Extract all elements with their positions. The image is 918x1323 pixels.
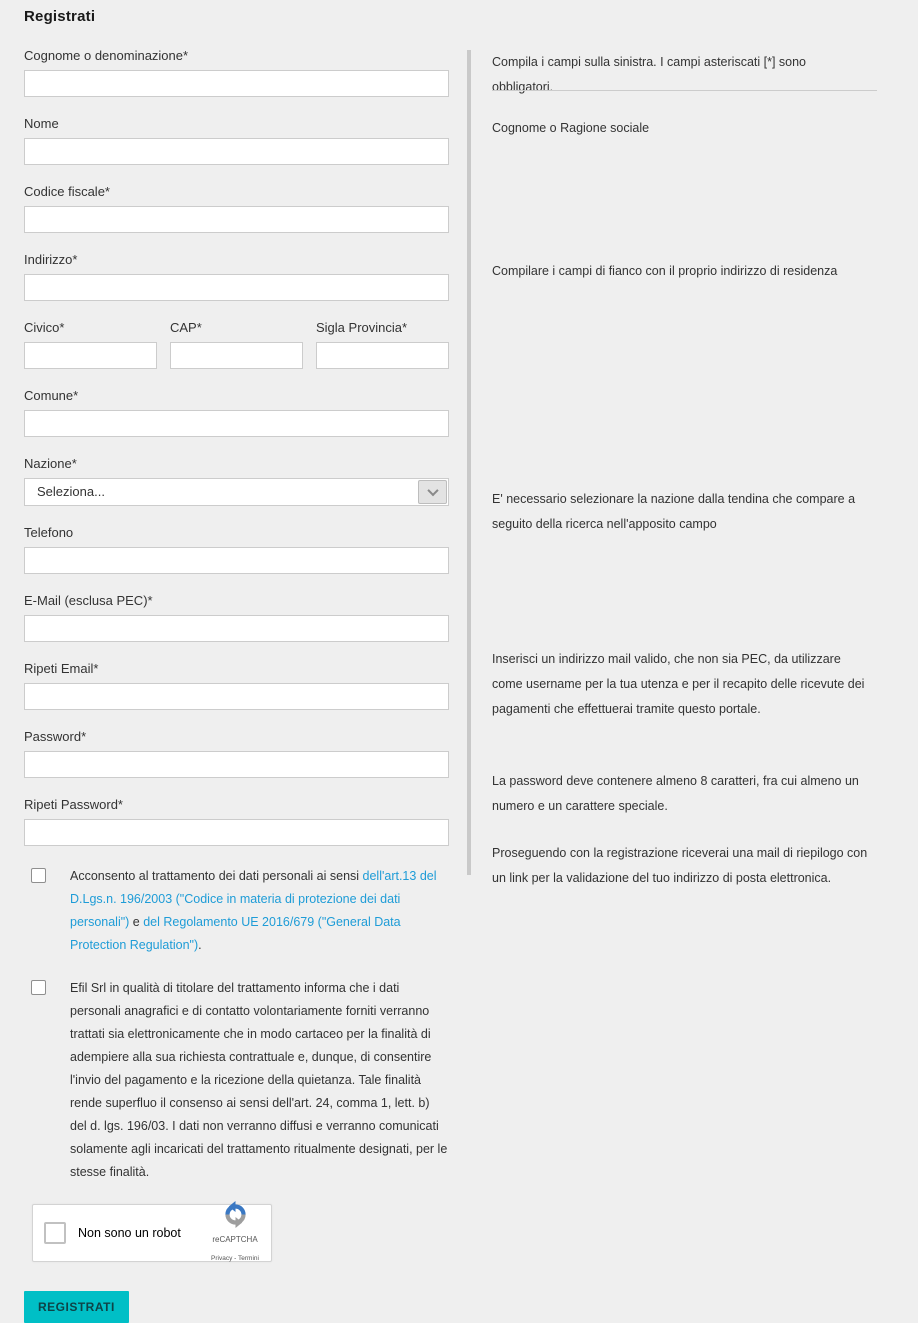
help-nazione: E' necessario selezionare la nazione dalla tendina che compare a seguito della ricerca nell'apposito campo <box>492 492 856 531</box>
codice-fiscale-label: Codice fiscale* <box>24 184 110 199</box>
cap-input[interactable] <box>170 342 303 369</box>
recaptcha-links <box>211 1255 259 1262</box>
recaptcha-privacy-link[interactable]: Privacy <box>211 1255 233 1262</box>
consent-row-treatment <box>31 977 449 1184</box>
telefono-input[interactable] <box>24 547 449 574</box>
comune-input[interactable] <box>24 410 449 437</box>
help-cognome: Cognome o Ragione sociale <box>492 121 650 135</box>
gdpr-link[interactable]: del Regolamento UE 2016/679 ("General Data Protection Regulation") <box>70 915 401 952</box>
field-ripeti-email <box>24 661 449 710</box>
nazione-selected-value: Seleziona... <box>37 484 105 499</box>
help-intro: Compila i campi sulla sinistra. I campi asteriscati [*] sono obbligatori. <box>492 55 807 94</box>
help-password: La password deve contenere almeno 8 caratteri, fra cui almeno un numero e un carattere speciale. <box>492 774 859 813</box>
address-detail-row <box>24 320 449 388</box>
consent-text-segment: Acconsento al trattamento dei dati personali ai sensi <box>70 869 363 883</box>
recaptcha-label: Non sono un robot <box>78 1226 181 1240</box>
help-divider <box>492 90 877 91</box>
codice-fiscale-input[interactable] <box>24 206 449 233</box>
field-civico <box>24 320 157 369</box>
chevron-down-icon <box>418 480 447 504</box>
email-label: E-Mail (esclusa PEC)* <box>24 593 153 608</box>
privacy-consent-text <box>70 865 449 957</box>
field-ripeti-password <box>24 797 449 846</box>
recaptcha-brand-text: reCAPTCHA <box>212 1235 258 1244</box>
telefono-label: Telefono <box>24 525 74 540</box>
field-codice-fiscale <box>24 184 449 233</box>
treatment-consent-text: Efil Srl in qualità di titolare del trattamento informa che i dati personali anagrafici e di contatto volontariamente forniti verranno trattati sia elettronicamente che in modo cartaceo per la finalità di adempiere alla sua richiesta contrattuale e, dunque, di consentire l'invio del pagamento e la ricezione della quietanza. Tale finalità rende superfluo il consenso ai sensi dell'art. 24, comma 1, lett. b) del d. lgs. 196/03. I dati non verranno diffusi e verranno comunicati solamente agli incaricati del trattamento ritualmente designati, per le stesse finalità. <box>70 981 448 1179</box>
indirizzo-input[interactable] <box>24 274 449 301</box>
consent-text-segment: . <box>198 938 202 952</box>
indirizzo-label: Indirizzo* <box>24 252 78 267</box>
field-comune <box>24 388 449 437</box>
field-email <box>24 593 449 642</box>
field-cognome <box>24 48 449 97</box>
field-telefono <box>24 525 449 574</box>
help-email: Inserisci un indirizzo mail valido, che non sia PEC, da utilizzare come username per la tua utenza e per il recapito delle ricevute dei pagamenti che effettuerai tramite questo portale. <box>492 652 865 716</box>
ripeti-email-label: Ripeti Email* <box>24 661 99 676</box>
field-nome <box>24 116 449 165</box>
field-password <box>24 729 449 778</box>
recaptcha-widget <box>32 1204 272 1262</box>
recaptcha-links-separator: - <box>232 1255 239 1262</box>
comune-label: Comune* <box>24 388 79 403</box>
privacy-consent-checkbox[interactable] <box>31 868 46 883</box>
recaptcha-checkbox[interactable] <box>44 1222 66 1244</box>
nome-input[interactable] <box>24 138 449 165</box>
password-label: Password* <box>24 729 87 744</box>
consent-text-segment: e <box>129 915 144 929</box>
registration-form <box>24 48 449 1323</box>
field-sigla-provincia <box>316 320 449 369</box>
consent-row-privacy <box>31 865 449 957</box>
recaptcha-logo-icon <box>222 1201 249 1228</box>
ripeti-password-label: Ripeti Password* <box>24 797 123 812</box>
password-input[interactable] <box>24 751 449 778</box>
civico-input[interactable] <box>24 342 157 369</box>
recaptcha-terms-link[interactable]: Termini <box>238 1255 259 1262</box>
field-indirizzo <box>24 252 449 301</box>
sigla-provincia-label: Sigla Provincia* <box>316 320 408 335</box>
cap-label: CAP* <box>170 320 202 335</box>
field-cap <box>170 320 303 369</box>
help-validazione: Proseguendo con la registrazione riceverai una mail di riepilogo con un link per la validazione del tuo indirizzo di posta elettronica. <box>492 846 868 885</box>
email-input[interactable] <box>24 615 449 642</box>
field-nazione <box>24 456 449 506</box>
sigla-provincia-input[interactable] <box>316 342 449 369</box>
help-indirizzo: Compilare i campi di fianco con il proprio indirizzo di residenza <box>492 264 838 278</box>
registrati-button[interactable]: REGISTRATI <box>24 1291 129 1323</box>
nazione-label: Nazione* <box>24 456 77 471</box>
cognome-label: Cognome o denominazione* <box>24 48 189 63</box>
nazione-select[interactable] <box>24 478 449 506</box>
nome-label: Nome <box>24 116 59 131</box>
ripeti-email-input[interactable] <box>24 683 449 710</box>
recaptcha-branding <box>207 1201 263 1265</box>
cognome-input[interactable] <box>24 70 449 97</box>
treatment-consent-checkbox[interactable] <box>31 980 46 995</box>
page-title: Registrati <box>24 8 96 25</box>
privacy-law-link[interactable]: dell'art.13 del D.Lgs.n. 196/2003 ("Codice in materia di protezione dei dati personali") <box>70 869 437 929</box>
ripeti-password-input[interactable] <box>24 819 449 846</box>
column-divider <box>467 50 471 875</box>
civico-label: Civico* <box>24 320 65 335</box>
